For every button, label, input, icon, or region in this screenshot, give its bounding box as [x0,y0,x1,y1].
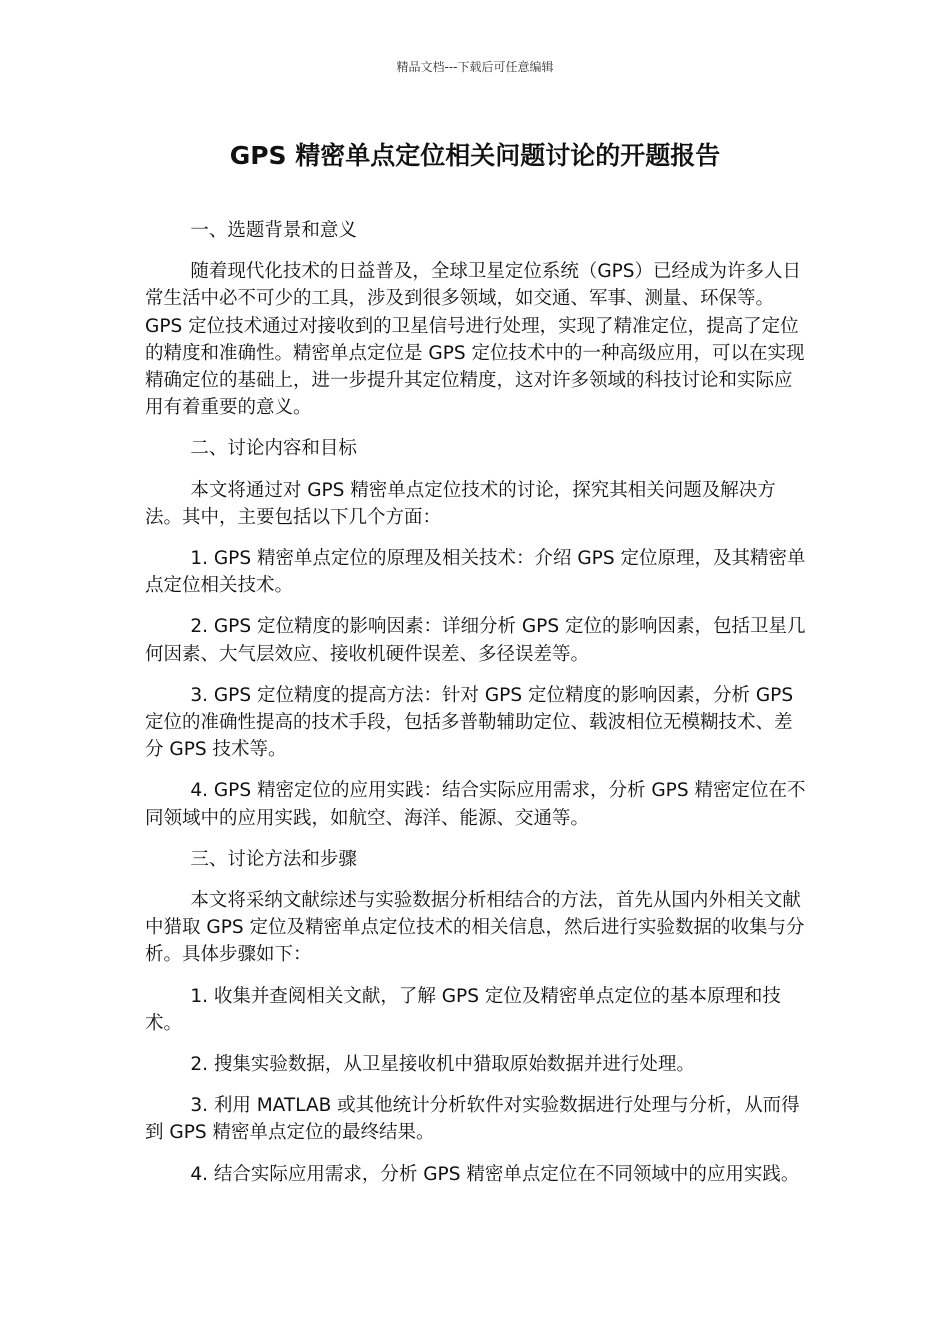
paragraph-content-intro: 本文将通过对 GPS 精密单点定位技术的讨论，探究其相关问题及解决方法。其中，主要包括以下几个方面： [145,479,776,528]
list-item-content-3: 3. GPS 定位精度的提高方法：针对 GPS 定位精度的影响因素，分析 GPS 定位的准确性提高的技术手段，包括多普勒辅助定位、载波相位无模糊技术、差分 GPS 技术等。 [145,684,794,761]
document-body [145,217,810,1202]
section-heading-background: 一、选题背景和意义 [190,220,357,241]
section-heading-content: 二、讨论内容和目标 [190,438,357,460]
list-item-method-3: 3. 利用 MATLAB 或其他统计分析软件对实验数据进行处理与分析，从而得到 GPS 精密单点定位的最终结果。 [145,1095,800,1144]
section-heading-method: 三、讨论方法和步骤 [190,848,357,870]
paragraph-background: 随着现代化技术的日益普及，全球卫星定位系统（GPS）已经成为许多人日常生活中必不可少的工具，涉及到很多领域，如交通、军事、测量、环保等。GPS 定位技术通过对接收到的卫星信号进行处理，实现了精准定位，提高了定位的精度和准确性。精密单点定位是 GPS 定位技术中的一种高级应用，可以在实现精确定位的基础上，进一步提升其定位精度，这对许多领域的科技讨论和实际应用有着重要的意义。 [145,261,805,419]
list-item-method-1: 1. 收集并查阅相关文献，了解 GPS 定位及精密单点定位的基本原理和技术。 [145,985,781,1034]
list-item-method-2: 2. 搜集实验数据，从卫星接收机中猎取原始数据并进行处理。 [190,1054,695,1076]
list-item-content-1: 1. GPS 精密单点定位的原理及相关技术：介绍 GPS 定位原理，及其精密单点定位相关技术。 [145,548,806,597]
paragraph-method-intro: 本文将采纳文献综述与实验数据分析相结合的方法，首先从国内外相关文献中猎取 GPS 定位及精密单点定位技术的相关信息，然后进行实验数据的收集与分析。具体步骤如下： [145,890,805,966]
list-item-content-4: 4. GPS 精密定位的应用实践：结合实际应用需求，分析 GPS 精密定位在不同领域中的应用实践，如航空、海洋、能源、交通等。 [145,780,806,829]
document-title: GPS 精密单点定位相关问题讨论的开题报告 [229,141,721,170]
list-item-method-4: 4. 结合实际应用需求，分析 GPS 精密单点定位在不同领域中的应用实践。 [190,1163,800,1185]
list-item-content-2: 2. GPS 定位精度的影响因素：详细分析 GPS 定位的影响因素，包括卫星几何因素、大气层效应、接收机硬件误差、多径误差等。 [145,616,806,665]
page-header-note: 精品文档---下载后可任意编辑 [396,60,554,74]
